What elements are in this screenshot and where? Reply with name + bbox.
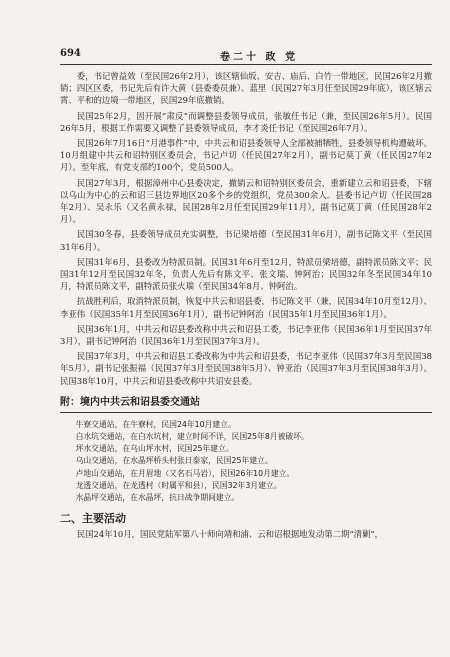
paragraph: 民国26年7月16日“月港事件”中，中共云和诏县委领导人全部被捕牺牲，县委领导机构遭破坏。10月组建中共云和诏特别区委员会，书记卢切（任民国27年2月），副书记莫丁黄（任民国27年2月）。至年底，有党支部约100个，党员500人。 bbox=[60, 138, 432, 173]
page-body bbox=[60, 70, 432, 544]
paragraph: 抗战胜利后，取消特派员制，恢复中共云和诏县委，书记陈文平（兼，民国34年10月至12月）、李亚伟（民国35年1月至民国36年1月），副书记钟阿治（民国35年1月至民国36年1月）。 bbox=[60, 296, 432, 319]
header-rule bbox=[60, 64, 432, 65]
paragraph: 民国31年6月，县委改为特派员制。民国31年6月至12月，特派员梁培德，副特派员陈文平；民国31年12月至民国32年冬，负责人先后有陈文平、张文瑞、钟阿治；民国32年冬至民国34年10月，特派员陈文平，副特派员张火瑞（至民国34年8月、钟阿治。 bbox=[60, 256, 432, 292]
list-item: 卢地山交通站，在月眉地（又名石马岩），民国26年10月建立。 bbox=[75, 468, 295, 478]
list-item: 乌山交通站，在水晶坪桥头村张日泰家，民国25年建立。 bbox=[75, 456, 273, 466]
list-item: 坪水交通站，在乌山坪水村，民国25年建立。 bbox=[75, 444, 234, 454]
page-header bbox=[60, 48, 432, 64]
paragraph: 民国30冬春，县委领导成员充实调整，书记梁培德（至民国31年6月），副书记陈文平（至民国31年6月）。 bbox=[60, 229, 432, 252]
section-title: 附：境内中共云和诏县委交通站 bbox=[60, 396, 200, 408]
page-number: 694 bbox=[60, 48, 81, 59]
paragraph: 委，书记曾益效（至民国26年2月），该区辖仙坂、安吉、庙后、白竹一带地区，民国26年2月撤销；四区区委，书记先后有许大黄（县委委员兼）、蓝里（民国27年3月任至民国29年底），该区辖云霄、平和的边境一带地区，民国29年底撤销。 bbox=[60, 71, 432, 106]
list-item: 龙透交通站，在龙透村（时属平和县），民国32年3月建立。 bbox=[75, 480, 282, 490]
section-rule bbox=[60, 412, 432, 413]
station-list bbox=[60, 419, 432, 504]
paragraph: 民国36年1月，中共云和诏县委改称中共云和诏县工委，书记李亚伟（民国36年1月至民国37年3月），副书记钟阿治（民国36年1月至民国37年3月）。 bbox=[60, 323, 432, 347]
section-heading: 二、主要活动 bbox=[60, 512, 126, 526]
paragraph: 民国25年2月，因开展“肃反”而调整县委领导成员，张敏任书记（兼，至民国26年5月）。民国26年5月，根据工作需要又调整了县委领导成员，李才炎任书记（至民国26年7月）。 bbox=[60, 110, 432, 133]
list-item: 水晶坪交通站，在水晶坪，抗日战争期间建立。 bbox=[75, 493, 240, 503]
running-title: 卷二十 政 党 bbox=[220, 52, 298, 63]
paragraph: 民国37年3月，中共云和诏县工委改称为中共云和诏县委，书记李亚伟（民国37年3月至民国38年5月），副书记张振福（民国37年3月至民国38年5月）、钟亚治（民国37年3月至民国38年3月）。民国38年10月，中共云和诏县委改称中共诏安县委。 bbox=[60, 351, 432, 386]
paragraph: 民国27年3月，根据漳州中心县委决定，撤销云和诏特别区委员会，重新建立云和诏县委，下辖以乌山为中心的云和诏三县边界地区20多个乡的党组织，党员300余人。县委书记卢切（任民国28年2月）、吴永乐（又名黄永禄，民国28年2月任至民国29年11月），副书记莫丁黄（任民国28年2月）。 bbox=[60, 177, 432, 225]
paragraph: 民国24年10月，国民党陆军第八十师向靖和浦、云和诏根据地发动第二期“清剿”， bbox=[76, 529, 384, 540]
list-item: 白水坑交通站，在白水坑村，建立时间不详，民国25年8月被破坏。 bbox=[75, 432, 309, 442]
list-item: 牛寮交通站，在牛寮村，民国24年10月建立。 bbox=[75, 419, 236, 429]
